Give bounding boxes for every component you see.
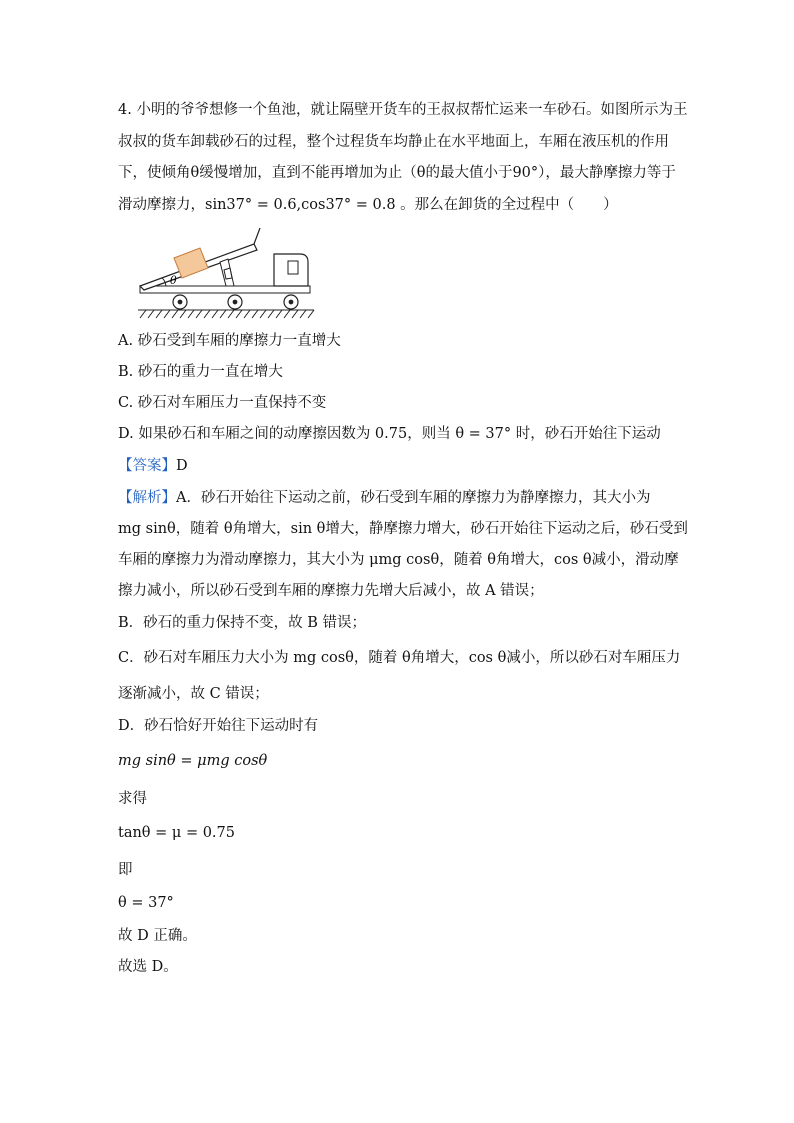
dump-truck-figure: [136, 222, 316, 320]
option-d: D. 如果砂石和车厢之间的动摩擦因数为 0.75，则当 θ = 37° 时，砂石开始往下运动: [118, 426, 661, 442]
explanation-line-14: 故 D 正确。: [118, 928, 197, 944]
question-line-4: 滑动摩擦力，sin37° = 0.6,cos37° = 0.8 。那么在卸货的全过程中（ ）: [118, 197, 618, 213]
angle-label: θ: [170, 274, 177, 287]
cab-window: [288, 261, 298, 274]
explanation-line-4: 擦力减小，所以砂石受到车厢的摩擦力先增大后减小，故 A 错误；: [118, 583, 544, 599]
truck-chassis: [140, 286, 310, 293]
explanation-line-15: 故选 D。: [118, 959, 178, 975]
equation-theta: θ = 37°: [118, 895, 174, 911]
answer-tag: 【答案】: [118, 458, 176, 474]
option-a: A. 砂石受到车厢的摩擦力一直增大: [118, 333, 341, 349]
answer-value: D: [176, 458, 188, 474]
explanation-tag: 【解析】: [118, 490, 176, 506]
explanation-line-12: 即: [118, 862, 133, 878]
option-b: B. 砂石的重力一直在增大: [118, 364, 283, 380]
explanation-line-3: 车厢的摩擦力为滑动摩擦力，其大小为 μmg cosθ，随着 θ角增大，cos θ减小，滑动摩: [118, 552, 679, 568]
explanation-line-1: [118, 488, 650, 508]
explanation-line-8: D．砂石恰好开始往下运动时有: [118, 718, 319, 734]
answer-line: [118, 456, 188, 476]
explanation-text-1: A．砂石开始往下运动之前，砂石受到车厢的摩擦力为静摩擦力，其大小为: [176, 490, 651, 506]
explanation-line-6: C．砂石对车厢压力大小为 mg cosθ，随着 θ角增大，cos θ减小，所以砂石对车厢压力: [118, 650, 681, 666]
explanation-line-5: B．砂石的重力保持不变，故 B 错误；: [118, 615, 367, 631]
explanation-line-10: 求得: [118, 791, 147, 807]
explanation-line-7: 逐渐减小，故 C 错误；: [118, 686, 269, 702]
question-line-1: 4. 小明的爷爷想修一个鱼池，就让隔壁开货车的王叔叔帮忙运来一车砂石。如图所示为王: [118, 102, 688, 118]
question-line-2: 叔叔的货车卸载砂石的过程，整个过程货车均静止在水平地面上，车厢在液压机的作用: [118, 134, 669, 150]
wheels: [173, 295, 298, 309]
explanation-line-2: mg sinθ，随着 θ角增大，sin θ增大，静摩擦力增大，砂石开始往下运动之后，砂石受到: [118, 521, 688, 537]
equation-friction-balance: mg sinθ = μmg cosθ: [118, 753, 268, 769]
question-line-3: 下，使倾角θ缓慢增加，直到不能再增加为止（θ的最大值小于90°），最大静摩擦力等于: [118, 165, 676, 181]
hydraulic-cylinder: [220, 259, 234, 286]
ground: [138, 310, 314, 318]
equation-tan: tanθ = μ = 0.75: [118, 825, 235, 841]
option-c: C. 砂石对车厢压力一直保持不变: [118, 395, 327, 411]
